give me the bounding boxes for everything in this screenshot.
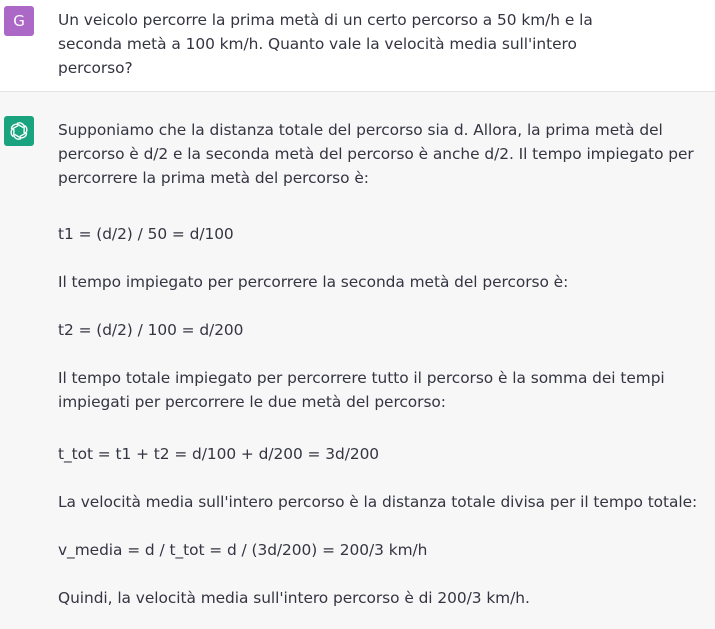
user-message [0,0,715,92]
assistant-message [0,92,715,629]
assistant-equation: t_tot = t1 + t2 = d/100 + d/200 = 3d/200 [58,445,380,463]
assistant-paragraph: Il tempo totale impiegato per percorrere tutto il percorso è la somma dei tempi impiegati per percorrere le due metà del percorso: [58,369,665,411]
assistant-paragraph: Supponiamo che la distanza totale del percorso sia d. Allora, la prima metà del percorso è d/2 e la seconda metà del percorso è anche d/2. Il tempo impiegato per percorrere la prima metà del percorso è: [58,121,694,187]
user-avatar-letter: G [13,12,25,30]
user-message-text: Un veicolo percorre la prima metà di un certo percorso a 50 km/h e la seconda metà a 100 km/h. Quanto vale la velocità media sull'intero percorso? [58,11,593,77]
assistant-paragraph: Quindi, la velocità media sull'intero percorso è di 200/3 km/h. [58,589,530,607]
assistant-equation: t1 = (d/2) / 50 = d/100 [58,225,234,243]
assistant-paragraph: Il tempo impiegato per percorrere la seconda metà del percorso è: [58,273,569,291]
assistant-equation: t2 = (d/2) / 100 = d/200 [58,321,244,339]
assistant-paragraph: La velocità media sull'intero percorso è la distanza totale divisa per il tempo totale: [58,493,698,511]
user-avatar [4,6,34,36]
assistant-equation: v_media = d / t_tot = d / (3d/200) = 200/3 km/h [58,541,428,559]
openai-logo-icon [4,116,34,146]
